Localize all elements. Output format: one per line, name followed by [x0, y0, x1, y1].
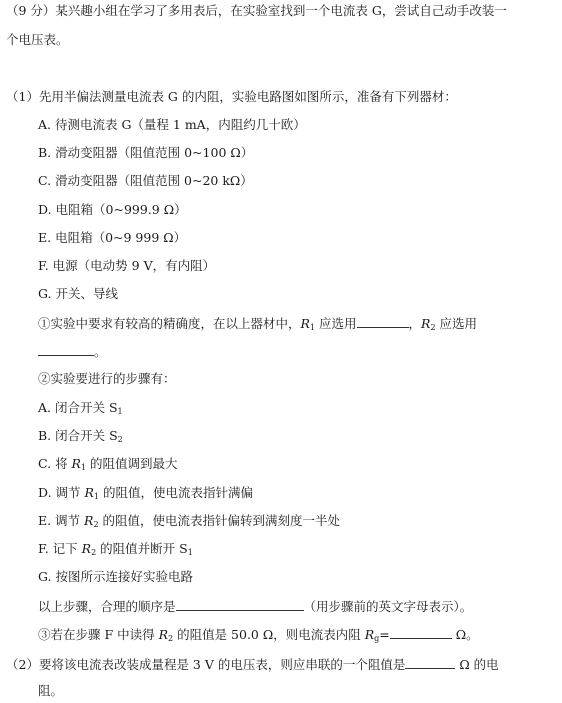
- step-e-subscript: 2: [93, 520, 99, 529]
- step-d-prefix: D. 调节: [38, 485, 85, 500]
- step-d: [38, 485, 253, 501]
- q3-middle: 的阻值是 50.0 Ω，则电流表内阻: [173, 627, 365, 642]
- q1-comma: ，: [408, 316, 422, 331]
- r1-subscript: 1: [309, 323, 316, 332]
- step-d-subscript: 1: [93, 492, 100, 501]
- rg-answer-blank[interactable]: [390, 626, 452, 639]
- step-a: [38, 400, 123, 416]
- order-question: [38, 598, 472, 615]
- step-c-suffix: 的阻值调到最大: [86, 456, 178, 471]
- step-f-suffix: 的阻值并断开 S: [96, 541, 188, 556]
- step-a-text: A. 闭合开关 S: [38, 400, 118, 415]
- r2-symbol: R: [421, 316, 431, 331]
- r1-symbol: R: [300, 316, 310, 331]
- step-c: [38, 456, 178, 472]
- part1-heading: （1）先用半偏法测量电流表 G 的内阻，实验电路图如图所示，准备有下列器材：: [6, 89, 457, 104]
- step-f-subscript-2: 1: [187, 548, 193, 557]
- r2-subscript: 2: [430, 323, 436, 332]
- step-b: [38, 428, 123, 444]
- rg-subscript: g: [374, 634, 380, 643]
- step-d-var: R: [84, 485, 94, 500]
- step-b-subscript: 2: [117, 435, 123, 444]
- r1-answer-blank[interactable]: [357, 315, 409, 328]
- equipment-g: G. 开关、导线: [38, 286, 118, 301]
- part2-question: [6, 656, 499, 673]
- step-f-subscript: 2: [91, 548, 97, 557]
- step-e-suffix: 的阻值，使电流表指针偏转到满刻度一半处: [98, 513, 341, 528]
- q3-r2-var: R: [158, 627, 169, 642]
- part2-prefix: （2）要将该电流表改装成量程是 3 V 的电压表，则应串联的一个阻值是: [6, 657, 406, 672]
- question-1: [38, 315, 477, 332]
- step-c-var: R: [71, 456, 81, 471]
- step-g: G. 按图所示连接好实验电路: [38, 569, 193, 584]
- intro-line-1: （9 分）某兴趣小组在学习了多用表后，在实验室找到一个电流表 G，尝试自己动手改装一: [6, 3, 507, 18]
- equipment-c: C. 滑动变阻器（阻值范围 0~20 kΩ）: [38, 173, 253, 188]
- intro-line-2: 个电压表。: [6, 32, 69, 47]
- r2-answer-blank[interactable]: [38, 343, 94, 356]
- equipment-e: E. 电阻箱（0~9 999 Ω）: [38, 230, 187, 245]
- q3-r2-subscript: 2: [168, 634, 174, 643]
- step-f-prefix: F. 记下: [38, 541, 82, 556]
- question-3: [38, 626, 479, 643]
- step-f-var: R: [81, 541, 92, 556]
- q3-equals: =: [379, 627, 390, 642]
- order-prefix: 以上步骤，合理的顺序是: [38, 599, 176, 614]
- step-b-text: B. 闭合开关 S: [38, 428, 118, 443]
- question-2-heading: ②实验要进行的步骤有：: [38, 371, 176, 386]
- q1-end: 。: [94, 344, 107, 359]
- step-f: [38, 541, 193, 557]
- order-answer-blank[interactable]: [176, 598, 304, 611]
- step-d-suffix: 的阻值，使电流表指针满偏: [99, 485, 253, 500]
- q1-select-label: 应选用: [315, 316, 357, 331]
- equipment-b: B. 滑动变阻器（阻值范围 0~100 Ω）: [38, 145, 254, 160]
- order-suffix: （用步骤前的英文字母表示）。: [303, 599, 473, 614]
- q3-suffix: Ω。: [451, 627, 479, 642]
- equipment-f: F. 电源（电动势 9 V，有内阻）: [38, 258, 216, 273]
- part2-line-2: 阻。: [38, 683, 64, 698]
- step-c-subscript: 1: [80, 463, 87, 472]
- part2-suffix: Ω 的电: [455, 657, 499, 672]
- equipment-d: D. 电阻箱（0~999.9 Ω）: [38, 202, 187, 217]
- q1-prefix: ①实验中要求有较高的精确度，在以上器材中，: [38, 316, 301, 331]
- step-c-prefix: C. 将: [38, 456, 72, 471]
- rg-var: R: [364, 627, 375, 642]
- equipment-a: A. 待测电流表 G（量程 1 mA，内阻约几十欧）: [38, 117, 306, 132]
- step-e-prefix: E. 调节: [38, 513, 85, 528]
- resistance-answer-blank[interactable]: [405, 656, 455, 669]
- step-a-subscript: 1: [117, 407, 123, 416]
- q1-select-label-2: 应选用: [435, 316, 478, 331]
- q3-prefix: ③若在步骤 F 中读得: [38, 627, 159, 642]
- step-e: [38, 513, 340, 529]
- step-e-var: R: [84, 513, 94, 528]
- question-1-continued: [38, 343, 107, 360]
